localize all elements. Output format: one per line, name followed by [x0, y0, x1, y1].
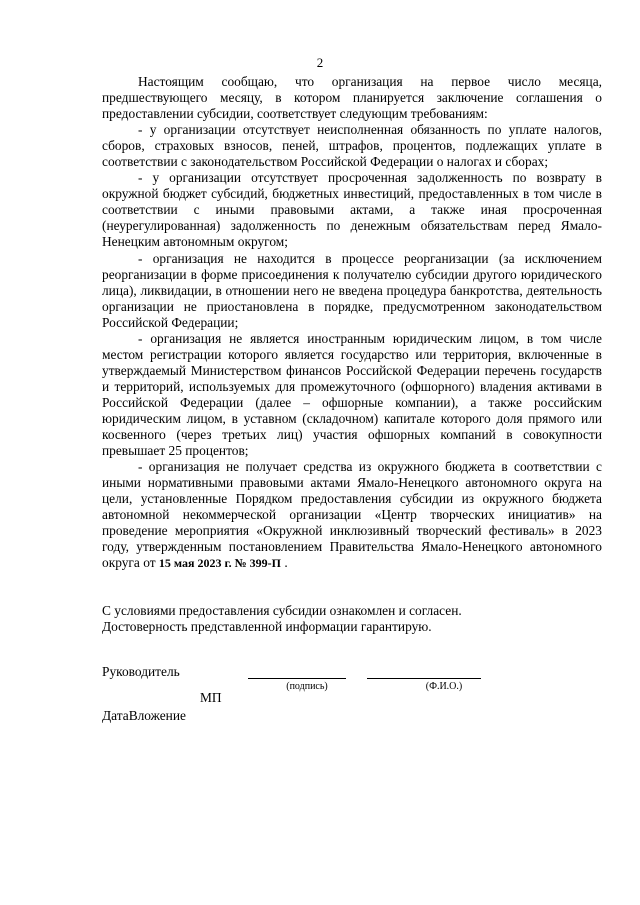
name-caption: (Ф.И.О.)	[425, 681, 463, 692]
requirement-item-4: - организация не является иностранным юридическим лицом, в том числе местом регистрации которого является государство или территория, включенные в утверждаемый Министерством финансов Российской Федерации перечень государств и территорий, используемых для промежуточного (офшорного) владения активами в Российской Федерации (далее – офшорные компании), а также российским юридическим лицом, в уставном (складочном) капитале которого доля прямого или косвенного (через третьих лиц) участия офшорных компаний в совокупности превышает 25 процентов;	[102, 330, 602, 459]
name-line	[367, 678, 481, 679]
date-attachment: ДатаВложение	[102, 708, 186, 723]
stamp-label: МП	[200, 690, 222, 705]
document-body	[102, 74, 602, 571]
resolution-date-number: 15 мая 2023 г. № 399-П	[158, 556, 281, 571]
head-role-label: Руководитель	[102, 664, 180, 679]
agreement-line: С условиями предоставления субсидии ознакомлен и согласен.	[102, 603, 462, 618]
requirement-item-1: - у организации отсутствует неисполненная обязанность по уплате налогов, сборов, страховых взносов, пеней, штрафов, процентов, подлежащих уплате в соответствии с законодательством Российской Федерации о налогах и сборах;	[102, 122, 602, 170]
requirement-item-3: - организация не находится в процессе реорганизации (за исключением реорганизации в форме присоединения к получателю субсидии другого юридического лица), ликвидации, в отношении него не введена процедура банкротства, деятельность организации не приостановлена в порядке, предусмотренном законодательством Российской Федерации;	[102, 250, 602, 330]
signature-caption: (подпись)	[286, 681, 328, 692]
intro-paragraph: Настоящим сообщаю, что организация на первое число месяца, предшествующего месяцу, в котором планируется заключение соглашения о предоставлении субсидии, соответствует следующим требованиям:	[102, 74, 602, 122]
signature-line	[248, 678, 346, 679]
requirement-item-5-end: .	[281, 555, 288, 571]
confirmation-block	[102, 603, 602, 635]
guarantee-line: Достоверность представленной информации гарантирую.	[102, 619, 432, 635]
requirement-item-5	[102, 459, 602, 571]
requirement-item-5-text: - организация не получает средства из окружного бюджета в соответствии с иными нормативными правовыми актами Ямало-Ненецкого автономного округа на цели, установленные Порядком предоставления субсидии из окружного бюджета автономной некоммерческой организации «Центр творческих инициатив» на проведение мероприятия «Окружной инклюзивный творческий фестиваль» в 2023 году, утвержденным постановлением Правительства Ямало-Ненецкого автономного округа от	[102, 459, 602, 571]
page-number: 2	[316, 55, 324, 70]
requirement-item-2: - у организации отсутствует просроченная задолженность по возврату в окружной бюджет субсидий, бюджетных инвестиций, предоставленных в том числе в соответствии с иными правовыми актами, а также иная просроченная (неурегулированная) задолженность по денежным обязательствам перед Ямало-Ненецким автономным округом;	[102, 170, 602, 250]
